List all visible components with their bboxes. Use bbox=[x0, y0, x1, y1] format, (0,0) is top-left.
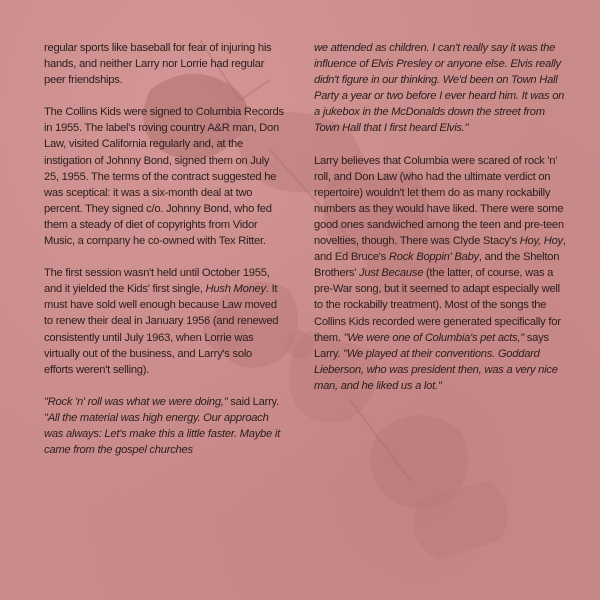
right-column bbox=[314, 40, 566, 410]
left-paragraph-1 bbox=[44, 40, 284, 88]
quote-conventions: "We played at their conventions. Goddard Lieberson, who was president then, was a very nice man, and he liked us a lot." bbox=[314, 347, 558, 392]
left-column bbox=[44, 40, 284, 474]
right-paragraph-2-text-c: , and the Shelton Brothers' bbox=[314, 251, 560, 280]
right-paragraph-2-attribution: says Larry. bbox=[314, 331, 549, 360]
left-paragraph-3-text-a: The first session wasn't held until October 1955, and it yielded the Kids' first single, bbox=[44, 267, 270, 296]
left-paragraph-3-text-b: . It must have sold well enough because Law moved to renew their deal in January 1956 (and renewed consistently until July 1963, when Lorrie was virtually out of the business, and Larry's solo efforts weren't selling). bbox=[44, 283, 279, 376]
left-paragraph-1-text: regular sports like baseball for fear of injuring his hands, and neither Larry nor Lorrie had regular peer friendships. bbox=[44, 42, 272, 87]
quote-pet-acts: "We were one of Columbia's pet acts," bbox=[343, 331, 524, 344]
right-paragraph-2-text-a: Larry believes that Columbia were scared of rock 'n' roll, and Don Law (who had the ultimate verdict on repertoire) wouldn't let them do as many rockabilly numbers as they would have liked. There were some good ones sandwiched among the teen and pre-teen novelties, though. There was Clyde Stacy's bbox=[314, 154, 564, 248]
quote-high-energy: "All the material was high energy. Our approach was always: Let's make this a little faster. Maybe it came from the gospel churches bbox=[44, 411, 280, 457]
figure-shape-10 bbox=[286, 331, 314, 359]
song-title-hoy-hoy: Hoy, Hoy bbox=[519, 235, 563, 248]
left-paragraph-2 bbox=[44, 104, 284, 249]
right-paragraph-2-text-b: , and Ed Bruce's bbox=[314, 235, 566, 264]
quote-gospel-churches: we attended as children. I can't really say it was the influence of Elvis Presley or anyone else. Elvis really didn't figure in our thinking. We'd been on Town Hall Party a year or two before I ever heard him. It was on a jukebox in the McDonalds down the street from Town Hall that I first heard Elvis." bbox=[314, 42, 565, 135]
song-title-rock-boppin-baby: Rock Boppin' Baby bbox=[388, 251, 479, 264]
song-title-hush-money: Hush Money bbox=[205, 283, 266, 296]
left-paragraph-3 bbox=[44, 265, 284, 378]
left-paragraph-4-attribution: said Larry. bbox=[227, 395, 279, 408]
right-paragraph-2 bbox=[314, 153, 566, 394]
song-title-just-because: Just Because bbox=[359, 267, 424, 280]
quote-rock-n-roll: "Rock 'n' roll was what we were doing," bbox=[44, 395, 228, 408]
left-paragraph-4 bbox=[44, 394, 284, 458]
right-paragraph-1 bbox=[314, 40, 566, 137]
right-paragraph-2-text-d: (the latter, of course, was a pre-War song, but it seemed to adapt especially well to the rockabilly treatment). Most of the songs the Collins Kids recorded were generated specifically for them. bbox=[314, 267, 561, 344]
left-paragraph-2-text: The Collins Kids were signed to Columbia Records in 1955. The label's roving country A&R man, Don Law, visited California regularly and, at the instigation of Johnny Bond, signed them on July 25, 1955. The terms of the contract suggested he was sceptical: it was a six-month deal at two percent. They signed c/o. Johnny Bond, who fed them a steady of diet of copyrights from Vidor Music, a company he co-owned with Tex Ritter. bbox=[44, 106, 284, 248]
